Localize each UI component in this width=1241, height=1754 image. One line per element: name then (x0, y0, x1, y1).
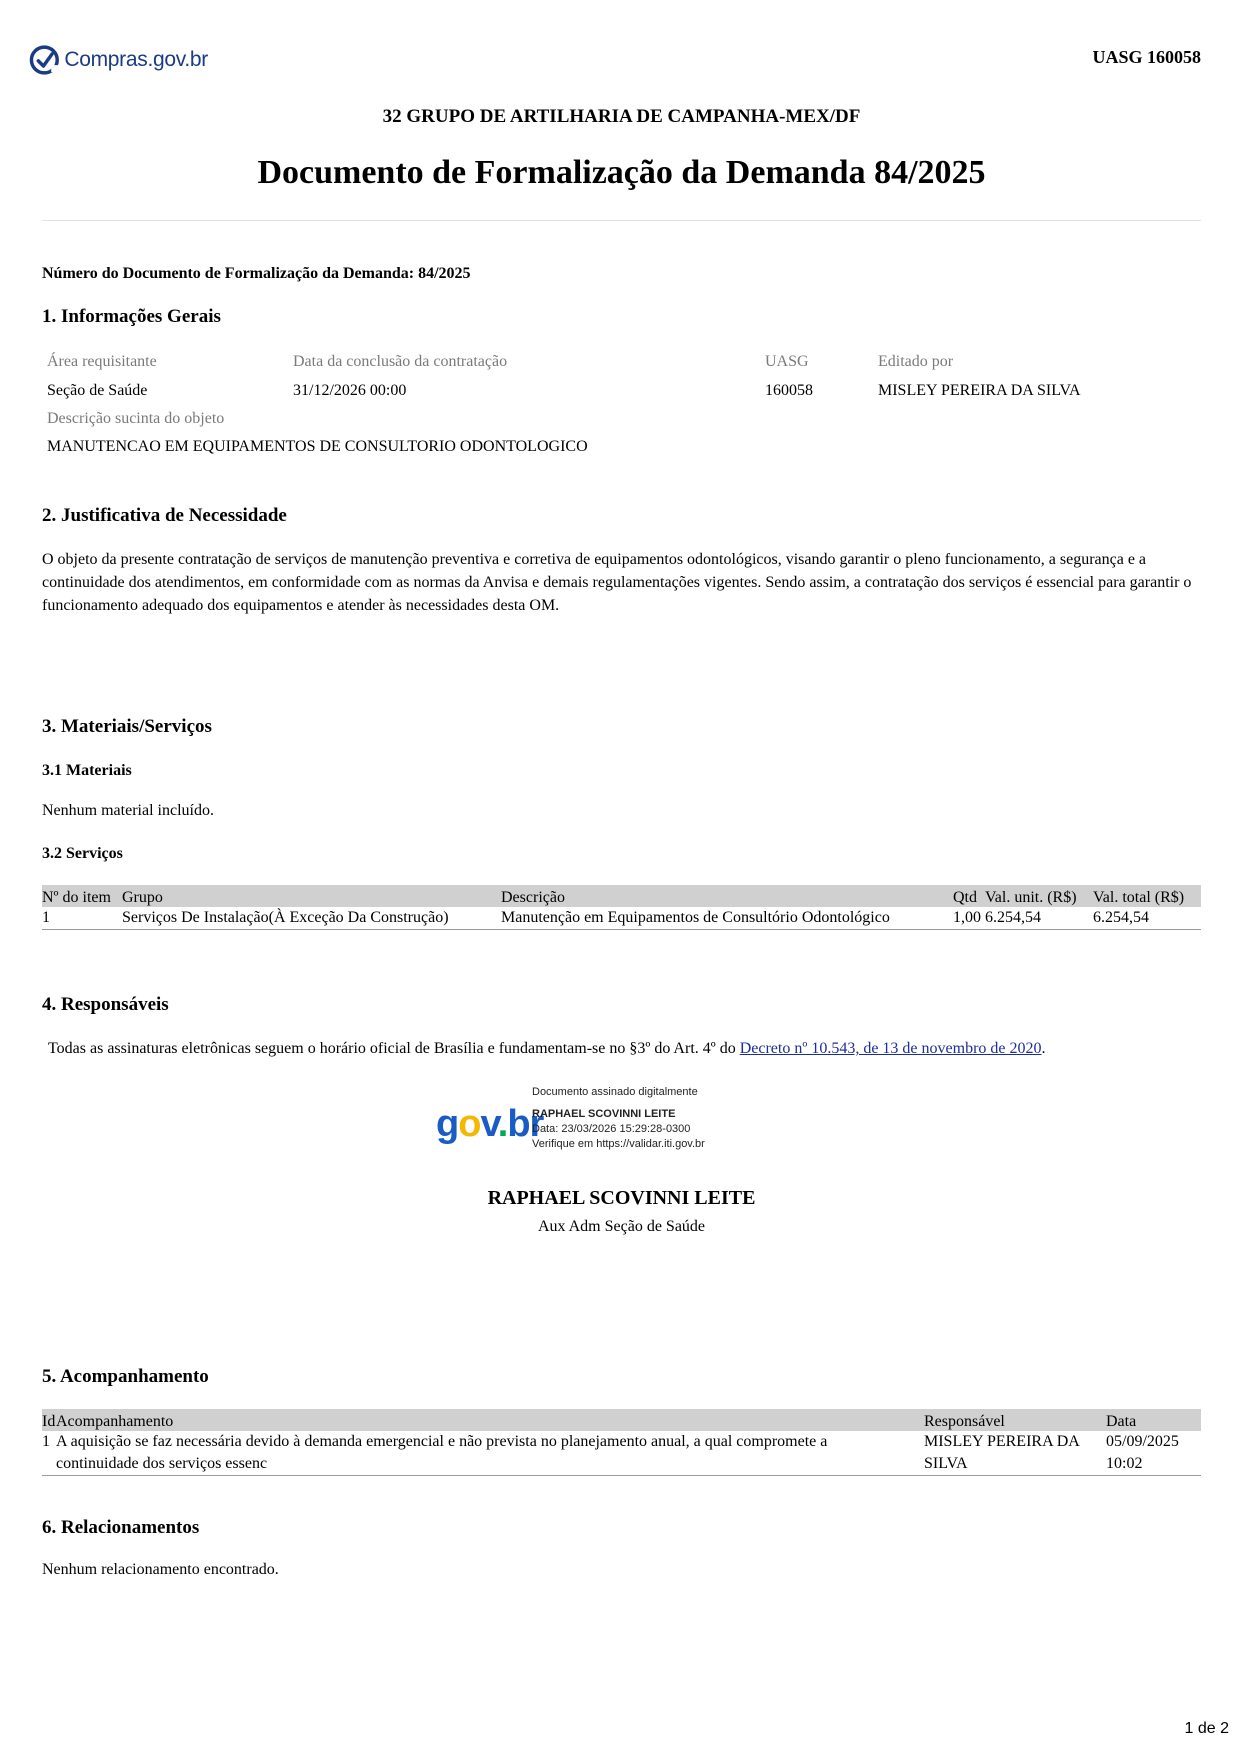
cell-acompanhamento: A aquisição se faz necessária devido à demanda emergencial e não prevista no planejamento anual, a qual compromete a continuidade dos serviços essenc (56, 1431, 924, 1476)
stamp-signer: RAPHAEL SCOVINNI LEITE (532, 1108, 676, 1120)
col-descricao: Descrição (501, 885, 953, 907)
stamp-line-1: Documento assinado digitalmente (532, 1086, 698, 1098)
doc-number: Número do Documento de Formalização da Demanda: 84/2025 (42, 265, 471, 282)
services-title: 3.2 Serviços (42, 845, 123, 862)
col-val-unit: Val. unit. (R$) (985, 885, 1093, 907)
area-value: Seção de Saúde (47, 382, 148, 399)
cell-responsavel: MISLEY PEREIRA DA SILVA (924, 1431, 1106, 1476)
section-3-title: 3. Materiais/Serviços (42, 716, 212, 737)
services-header-row (42, 885, 1201, 907)
stamp-text (532, 1085, 705, 1152)
materials-title: 3.1 Materiais (42, 762, 132, 779)
section-4-title: 4. Responsáveis (42, 994, 169, 1015)
date-label: Data da conclusão da contratação (293, 353, 508, 370)
stamp-date: Data: 23/03/2026 15:29:28-0300 (532, 1123, 691, 1135)
cell-val-total: 6.254,54 (1093, 907, 1201, 930)
page-number: 1 de 2 (1184, 1720, 1229, 1737)
editor-label: Editado por (878, 353, 954, 370)
cell-descricao: Manutenção em Equipamentos de Consultório Odontológico (501, 907, 953, 930)
logo-text: Compras.gov.br (64, 48, 208, 71)
col-qtd: Qtd (953, 885, 985, 907)
section-2-title: 2. Justificativa de Necessidade (42, 505, 287, 526)
editor-value: MISLEY PEREIRA DA SILVA (878, 382, 1081, 399)
services-table (42, 885, 1201, 930)
decree-link[interactable]: Decreto nº 10.543, de 13 de novembro de 2020 (739, 1040, 1042, 1057)
signer-role: Aux Adm Seção de Saúde (537, 1218, 706, 1235)
col-acompanhamento: Acompanhamento (56, 1409, 924, 1431)
signature-note (48, 1040, 1046, 1058)
digital-signature-stamp (436, 1085, 776, 1155)
stamp-verify: Verifique em https://validar.iti.gov.br (532, 1138, 705, 1150)
description-value: MANUTENCAO EM EQUIPAMENTOS DE CONSULTORIO ODONTOLOGICO (47, 438, 588, 455)
uasg-label: UASG (765, 353, 809, 370)
tracking-table (42, 1409, 1201, 1476)
tracking-header-row (42, 1409, 1201, 1431)
govbr-logo: gov.br (436, 1103, 544, 1145)
signature-note-end: . (1041, 1040, 1046, 1057)
cell-id: 1 (42, 1431, 56, 1476)
document-page (42, 0, 1229, 1754)
section-6-title: 6. Relacionamentos (42, 1517, 200, 1538)
date-value: 31/12/2026 00:00 (293, 382, 407, 399)
header-uasg: UASG 160058 (1092, 47, 1201, 67)
uasg-value: 160058 (765, 382, 813, 399)
description-label: Descrição sucinta do objeto (47, 410, 225, 427)
col-item: Nº do item (42, 885, 122, 907)
cell-qtd: 1,00 (953, 907, 985, 930)
area-label: Área requisitante (47, 353, 157, 370)
signer-name: RAPHAEL SCOVINNI LEITE (487, 1187, 756, 1209)
section-5-title: 5. Acompanhamento (42, 1366, 209, 1387)
col-val-total: Val. total (R$) (1093, 885, 1201, 907)
cell-grupo: Serviços De Instalação(À Exceção Da Construção) (122, 907, 501, 930)
cell-data: 05/09/2025 10:02 (1106, 1431, 1201, 1476)
col-data: Data (1106, 1409, 1201, 1431)
signature-note-text: Todas as assinaturas eletrônicas seguem o horário oficial de Brasília e fundamentam-se no §3º do Art. 4º do (48, 1040, 740, 1057)
org-name: 32 GRUPO DE ARTILHARIA DE CAMPANHA-MEX/DF (382, 106, 861, 127)
cell-val-unit: 6.254,54 (985, 907, 1093, 930)
col-id: Id (42, 1409, 56, 1431)
header-divider (42, 220, 1201, 221)
section-1-title: 1. Informações Gerais (42, 306, 221, 327)
relationships-text: Nenhum relacionamento encontrado. (42, 1561, 279, 1578)
col-responsavel: Responsável (924, 1409, 1106, 1431)
table-row (42, 907, 1201, 930)
col-grupo: Grupo (122, 885, 501, 907)
justification-text: O objeto da presente contratação de serviços de manutenção preventiva e corretiva de equipamentos odontológicos, visando garantir o pleno funcionamento, a segurança e a continuidade dos atendimentos, em conformidade com as normas da Anvisa e demais regulamentações vigentes. Sendo assim, a contratação dos serviços é essencial para garantir o funcionamento adequado dos equipamentos e atender às necessidades desta OM. (42, 551, 1192, 614)
table-row (42, 1431, 1201, 1476)
materials-text: Nenhum material incluído. (42, 802, 214, 819)
compras-logo-icon (28, 41, 62, 79)
page-title: Documento de Formalização da Demanda 84/2025 (257, 154, 986, 191)
compras-logo (28, 40, 208, 80)
cell-item: 1 (42, 907, 122, 930)
